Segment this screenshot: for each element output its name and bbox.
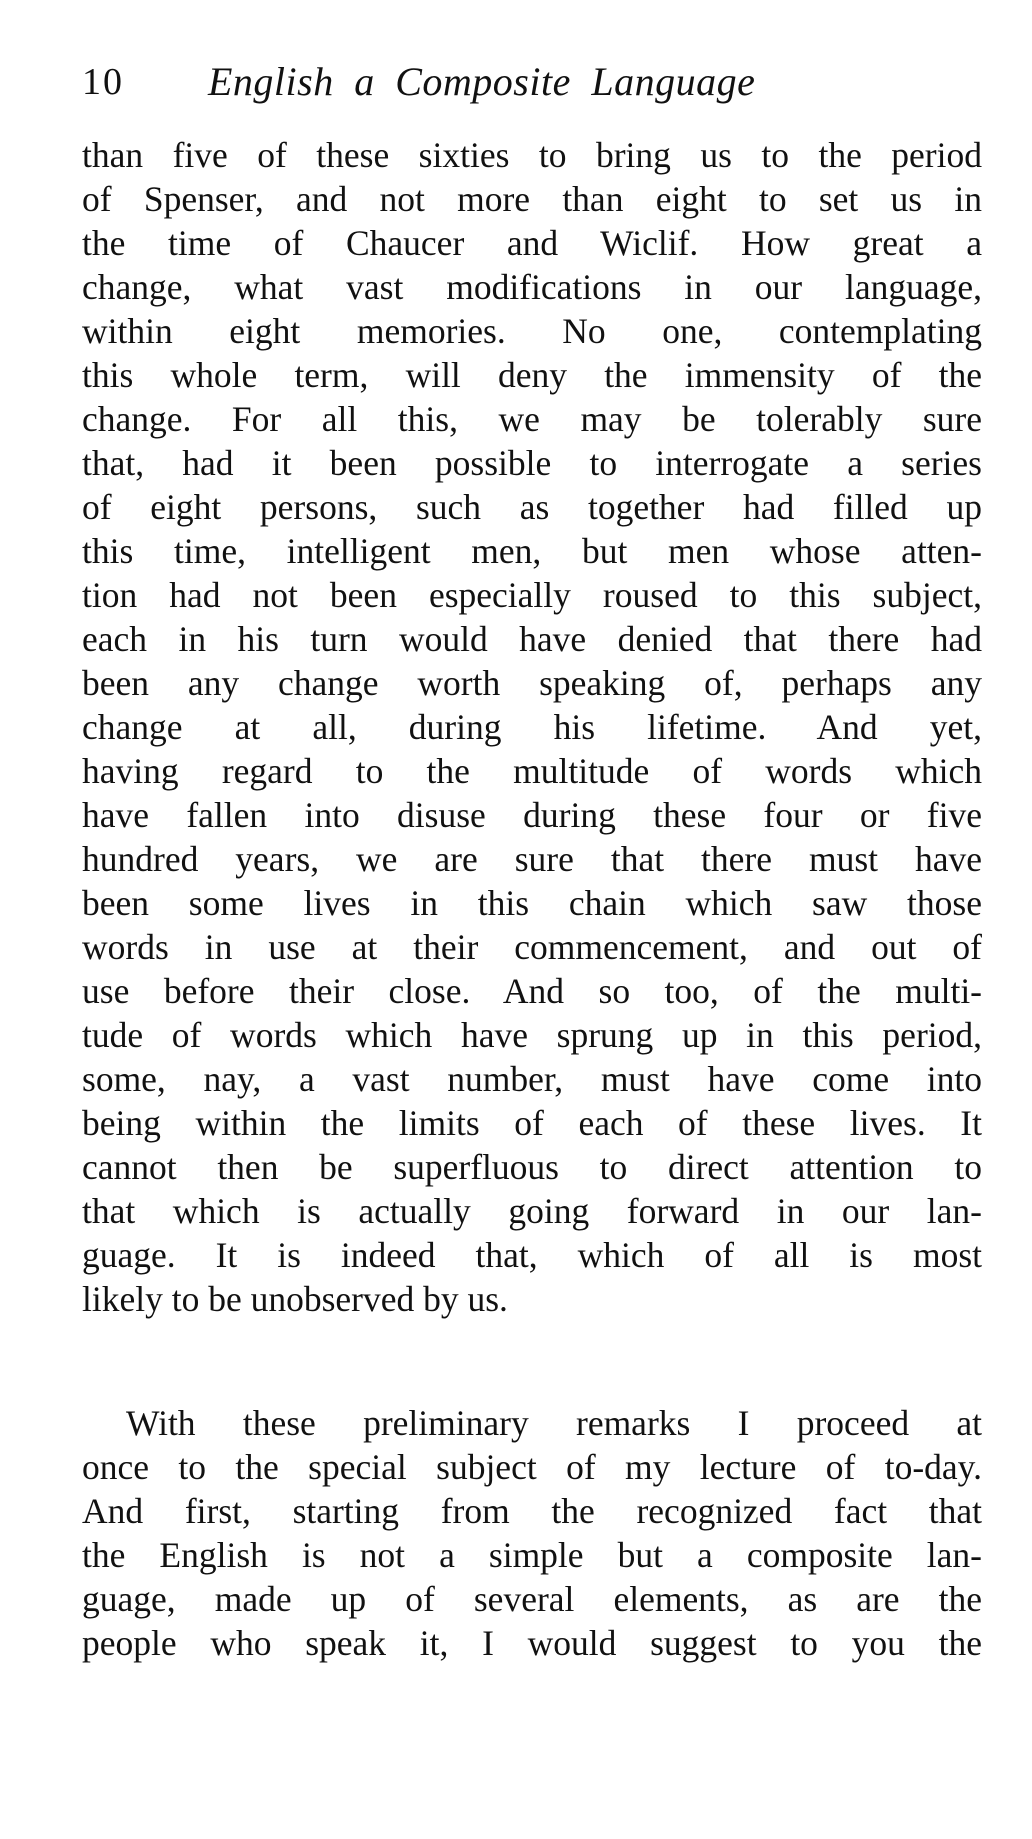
text-line: tude of words which have sprung up in this period, [82, 1015, 982, 1055]
text-line: that, had it been possible to interrogate a series [82, 443, 982, 483]
text-line: the time of Chaucer and Wiclif. How great a [82, 223, 982, 263]
text-line: of Spenser, and not more than eight to set us in [82, 179, 982, 219]
text-line: people who speak it, I would suggest to you the [82, 1623, 982, 1663]
text-line: this whole term, will deny the immensity of the [82, 355, 982, 395]
text-line: guage, made up of several elements, as are the [82, 1579, 982, 1619]
text-line: within eight memories. No one, contemplating [82, 311, 982, 351]
text-line: likely to be unobserved by us. [82, 1279, 508, 1319]
text-line: With these preliminary remarks I proceed at [126, 1403, 982, 1443]
text-line: cannot then be superfluous to direct attention to [82, 1147, 982, 1187]
text-line: having regard to the multitude of words which [82, 751, 982, 791]
running-head [82, 56, 982, 116]
text-line: once to the special subject of my lecture of to-day. [82, 1447, 982, 1487]
text-line: being within the limits of each of these lives. It [82, 1103, 982, 1143]
text-line: use before their close. And so too, of the multi- [82, 971, 982, 1011]
page-number: 10 [82, 61, 124, 103]
text-line: some, nay, a vast number, must have come into [82, 1059, 982, 1099]
text-line: each in his turn would have denied that there had [82, 619, 982, 659]
text-line: have fallen into disuse during these four or five [82, 795, 982, 835]
text-line: than five of these sixties to bring us to the period [82, 135, 982, 175]
text-line: guage. It is indeed that, which of all is most [82, 1235, 982, 1275]
text-line: change, what vast modifications in our language, [82, 267, 982, 307]
text-line: change at all, during his lifetime. And yet, [82, 707, 982, 747]
text-line: been some lives in this chain which saw those [82, 883, 982, 923]
text-line: hundred years, we are sure that there must have [82, 839, 982, 879]
running-title: English a Composite Language [208, 59, 756, 104]
text-line: the English is not a simple but a composite lan- [82, 1535, 982, 1575]
text-line: of eight persons, such as together had filled up [82, 487, 982, 527]
text-line: words in use at their commencement, and out of [82, 927, 982, 967]
text-line: that which is actually going forward in our lan- [82, 1191, 982, 1231]
text-line: change. For all this, we may be tolerably sure [82, 399, 982, 439]
text-line: this time, intelligent men, but men whose atten- [82, 531, 982, 571]
text-line: tion had not been especially roused to this subject, [82, 575, 982, 615]
text-line: been any change worth speaking of, perhaps any [82, 663, 982, 703]
text-line: And first, starting from the recognized fact that [82, 1491, 982, 1531]
